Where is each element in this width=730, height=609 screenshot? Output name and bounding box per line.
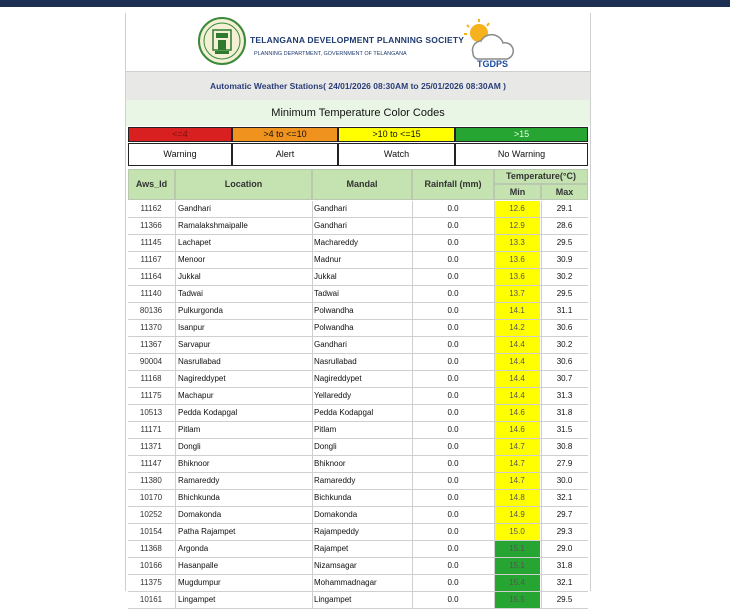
cell-location: Lachapet xyxy=(178,238,211,247)
legend-range-alert: >4 to <=10 xyxy=(232,127,338,142)
header-temperature: Temperature(°C) xyxy=(494,169,588,184)
cell-rainfall: 0.0 xyxy=(447,357,459,366)
column-divider xyxy=(312,201,313,609)
cell-min-temp: 14.6 xyxy=(494,422,540,438)
cell-aws-id: 11366 xyxy=(140,221,162,230)
cell-mandal: Pedda Kodapgal xyxy=(314,408,374,417)
table-row xyxy=(128,218,588,235)
cell-location: Sarvapur xyxy=(178,340,211,349)
cell-rainfall: 0.0 xyxy=(447,527,459,536)
report-sheet xyxy=(125,13,591,604)
cell-mandal: Nagireddypet xyxy=(314,374,362,383)
cell-location: Hasanpalle xyxy=(178,561,219,570)
table-row xyxy=(128,269,588,286)
cell-min-temp: 14.7 xyxy=(494,439,540,455)
cell-location: Pitlam xyxy=(178,425,201,434)
table-row xyxy=(128,235,588,252)
table-row xyxy=(128,337,588,354)
cell-aws-id: 11168 xyxy=(140,374,162,383)
cell-mandal: Domakonda xyxy=(314,510,358,519)
cell-mandal: Gandhari xyxy=(314,204,347,213)
table-row xyxy=(128,490,588,507)
cell-aws-id: 10252 xyxy=(139,510,163,519)
cell-location: Isanpur xyxy=(178,323,205,332)
table-row xyxy=(128,541,588,558)
cell-rainfall: 0.0 xyxy=(447,204,459,213)
cell-max-temp: 30.8 xyxy=(556,442,573,451)
table-row xyxy=(128,405,588,422)
cell-rainfall: 0.0 xyxy=(447,459,459,468)
cell-location: Ramalakshmaipalle xyxy=(178,221,248,230)
cell-min-temp: 13.6 xyxy=(494,269,540,285)
cell-min-temp: 14.9 xyxy=(494,507,540,523)
cell-location: Ramareddy xyxy=(178,476,220,485)
color-codes-title: Minimum Temperature Color Codes xyxy=(126,100,590,126)
cell-rainfall: 0.0 xyxy=(447,595,459,604)
table-row xyxy=(128,252,588,269)
cell-min-temp: 14.7 xyxy=(494,473,540,489)
table-row xyxy=(128,558,588,575)
cell-mandal: Lingampet xyxy=(314,595,352,604)
cell-rainfall: 0.0 xyxy=(447,391,459,400)
cell-max-temp: 29.5 xyxy=(556,595,573,604)
cell-mandal: Rajampet xyxy=(314,544,349,553)
table-row xyxy=(128,575,588,592)
cell-max-temp: 29.5 xyxy=(556,238,573,247)
cell-mandal: Jukkal xyxy=(314,272,337,281)
table-row xyxy=(128,439,588,456)
cell-rainfall: 0.0 xyxy=(447,578,459,587)
cell-min-temp: 13.6 xyxy=(494,252,540,268)
cell-aws-id: 11371 xyxy=(140,442,162,451)
cell-aws-id: 10154 xyxy=(139,527,163,536)
cell-rainfall: 0.0 xyxy=(447,221,459,230)
cell-aws-id: 11147 xyxy=(140,459,162,468)
cell-aws-id: 11145 xyxy=(140,238,162,247)
cell-aws-id: 11171 xyxy=(140,425,162,434)
cell-rainfall: 0.0 xyxy=(447,493,459,502)
table-header xyxy=(128,169,588,200)
cell-rainfall: 0.0 xyxy=(447,374,459,383)
cell-location: Pulkurgonda xyxy=(178,306,223,315)
column-divider xyxy=(412,201,413,609)
cell-mandal: Pitlam xyxy=(314,425,337,434)
cell-mandal: Gandhari xyxy=(314,340,347,349)
column-divider xyxy=(541,201,542,609)
table-row xyxy=(128,507,588,524)
cell-max-temp: 30.7 xyxy=(556,374,573,383)
cell-rainfall: 0.0 xyxy=(447,442,459,451)
cell-min-temp: 15.4 xyxy=(494,575,540,591)
cell-rainfall: 0.0 xyxy=(447,476,459,485)
cell-aws-id: 10513 xyxy=(139,408,163,417)
legend-range-warning: <=4 xyxy=(128,127,232,142)
cell-aws-id: 90004 xyxy=(139,357,163,366)
cell-mandal: Rajampeddy xyxy=(314,527,359,536)
legend-label-no-warning: No Warning xyxy=(455,143,588,166)
cell-mandal: Polwandha xyxy=(314,323,354,332)
stations-period-bar: Automatic Weather Stations( 24/01/2026 08:30AM to 25/01/2026 08:30AM ) xyxy=(126,71,590,101)
cell-min-temp: 15.1 xyxy=(494,541,540,557)
cell-location: Gandhari xyxy=(178,204,211,213)
cell-location: Tadwai xyxy=(178,289,203,298)
header-location: Location xyxy=(175,169,312,200)
cell-max-temp: 29.0 xyxy=(556,544,573,553)
cell-aws-id: 11370 xyxy=(140,323,162,332)
cell-min-temp: 14.4 xyxy=(494,337,540,353)
cell-max-temp: 29.3 xyxy=(556,527,573,536)
legend-label-watch: Watch xyxy=(338,143,455,166)
header-rainfall: Rainfall (mm) xyxy=(412,169,494,200)
top-bar xyxy=(0,0,730,7)
cell-mandal: Madnur xyxy=(314,255,342,264)
cell-location: Bhichkunda xyxy=(178,493,220,502)
table-row xyxy=(128,371,588,388)
cell-location: Patha Rajampet xyxy=(178,527,236,536)
cell-max-temp: 30.2 xyxy=(556,340,573,349)
cell-max-temp: 31.8 xyxy=(556,561,573,570)
cell-aws-id: 11175 xyxy=(140,391,162,400)
legend-label-alert: Alert xyxy=(232,143,338,166)
cell-rainfall: 0.0 xyxy=(447,408,459,417)
cell-mandal: Mohammadnagar xyxy=(314,578,377,587)
cell-rainfall: 0.0 xyxy=(447,544,459,553)
table-row xyxy=(128,592,588,609)
header-mandal: Mandal xyxy=(312,169,412,200)
header-max: Max xyxy=(541,184,588,200)
cell-rainfall: 0.0 xyxy=(447,289,459,298)
cell-mandal: Bhiknoor xyxy=(314,459,346,468)
cell-min-temp: 14.4 xyxy=(494,354,540,370)
cell-aws-id: 11164 xyxy=(140,272,162,281)
cell-rainfall: 0.0 xyxy=(447,238,459,247)
cell-mandal: Polwandha xyxy=(314,306,354,315)
header-aws-id: Aws_Id xyxy=(128,169,175,200)
tgdps-logo-text: TGDPS xyxy=(477,59,509,69)
cell-min-temp: 14.1 xyxy=(494,303,540,319)
cell-mandal: Gandhari xyxy=(314,221,347,230)
cell-location: Jukkal xyxy=(178,272,201,281)
cell-aws-id: 11375 xyxy=(140,578,162,587)
cell-mandal: Nasrullabad xyxy=(314,357,357,366)
cell-max-temp: 29.1 xyxy=(556,204,573,213)
cell-location: Pedda Kodapgal xyxy=(178,408,238,417)
cell-min-temp: 15.1 xyxy=(494,558,540,574)
cell-rainfall: 0.0 xyxy=(447,561,459,570)
header-min: Min xyxy=(494,184,541,200)
table-row xyxy=(128,320,588,337)
table-row xyxy=(128,456,588,473)
tgdps-weather-logo-icon xyxy=(459,17,521,71)
cell-min-temp: 13.3 xyxy=(494,235,540,251)
cell-rainfall: 0.0 xyxy=(447,340,459,349)
table-row xyxy=(128,473,588,490)
cell-max-temp: 31.3 xyxy=(556,391,573,400)
cell-max-temp: 29.5 xyxy=(556,289,573,298)
cell-max-temp: 30.0 xyxy=(556,476,573,485)
cell-rainfall: 0.0 xyxy=(447,306,459,315)
cell-rainfall: 0.0 xyxy=(447,425,459,434)
cell-min-temp: 14.6 xyxy=(494,405,540,421)
color-code-legend xyxy=(128,127,588,168)
cell-min-temp: 12.9 xyxy=(494,218,540,234)
cell-min-temp: 14.4 xyxy=(494,388,540,404)
cell-min-temp: 13.7 xyxy=(494,286,540,302)
cell-mandal: Bichkunda xyxy=(314,493,352,502)
cell-aws-id: 11162 xyxy=(140,204,162,213)
table-row xyxy=(128,354,588,371)
cell-rainfall: 0.0 xyxy=(447,510,459,519)
cell-max-temp: 28.6 xyxy=(556,221,573,230)
cell-max-temp: 30.6 xyxy=(556,357,573,366)
cell-mandal: Nizamsagar xyxy=(314,561,357,570)
cell-max-temp: 31.5 xyxy=(556,425,573,434)
cell-aws-id: 10166 xyxy=(139,561,163,570)
cell-max-temp: 29.7 xyxy=(556,510,573,519)
legend-label-warning: Warning xyxy=(128,143,232,166)
cell-rainfall: 0.0 xyxy=(447,323,459,332)
cell-location: Dongli xyxy=(178,442,201,451)
cell-mandal: Machareddy xyxy=(314,238,359,247)
table-row xyxy=(128,388,588,405)
temperature-table-body xyxy=(128,201,588,609)
cell-aws-id: 11167 xyxy=(140,255,162,264)
cell-mandal: Dongli xyxy=(314,442,337,451)
cell-location: Lingampet xyxy=(178,595,216,604)
cell-min-temp: 15.5 xyxy=(494,592,540,608)
cell-rainfall: 0.0 xyxy=(447,255,459,264)
column-divider xyxy=(494,201,495,609)
cell-aws-id: 11367 xyxy=(140,340,162,349)
cell-mandal: Ramareddy xyxy=(314,476,356,485)
org-name: TELANGANA DEVELOPMENT PLANNING SOCIETY xyxy=(250,35,465,45)
cell-max-temp: 30.9 xyxy=(556,255,573,264)
table-row xyxy=(128,303,588,320)
cell-max-temp: 27.9 xyxy=(556,459,573,468)
org-department: PLANNING DEPARTMENT, GOVERNMENT OF TELANGANA xyxy=(254,51,407,57)
cell-rainfall: 0.0 xyxy=(447,272,459,281)
cell-location: Mugdumpur xyxy=(178,578,221,587)
legend-range-watch: >10 to <=15 xyxy=(338,127,455,142)
telangana-emblem-icon xyxy=(198,17,246,65)
cell-location: Argonda xyxy=(178,544,209,553)
cell-max-temp: 31.8 xyxy=(556,408,573,417)
cell-aws-id: 10161 xyxy=(139,595,163,604)
cell-max-temp: 31.1 xyxy=(556,306,573,315)
table-row xyxy=(128,286,588,303)
cell-max-temp: 30.2 xyxy=(556,272,573,281)
cell-max-temp: 30.6 xyxy=(556,323,573,332)
cell-min-temp: 14.2 xyxy=(494,320,540,336)
cell-mandal: Yellareddy xyxy=(314,391,352,400)
cell-location: Bhiknoor xyxy=(178,459,210,468)
cell-location: Nagireddypet xyxy=(178,374,226,383)
cell-min-temp: 14.4 xyxy=(494,371,540,387)
cell-aws-id: 11380 xyxy=(140,476,162,485)
report-header xyxy=(126,13,590,71)
cell-location: Menoor xyxy=(178,255,206,264)
cell-location: Machapur xyxy=(178,391,214,400)
cell-min-temp: 12.6 xyxy=(494,201,540,217)
table-row xyxy=(128,422,588,439)
column-divider xyxy=(175,201,176,609)
cell-aws-id: 11140 xyxy=(140,289,162,298)
table-row xyxy=(128,201,588,218)
legend-range-no-warning: >15 xyxy=(455,127,588,142)
cell-max-temp: 32.1 xyxy=(556,578,573,587)
cell-location: Nasrullabad xyxy=(178,357,221,366)
cell-min-temp: 14.8 xyxy=(494,490,540,506)
table-row xyxy=(128,524,588,541)
cell-aws-id: 80136 xyxy=(139,306,163,315)
cell-mandal: Tadwai xyxy=(314,289,339,298)
cell-min-temp: 14.7 xyxy=(494,456,540,472)
cell-aws-id: 11368 xyxy=(140,544,162,553)
cell-max-temp: 32.1 xyxy=(556,493,573,502)
cell-aws-id: 10170 xyxy=(139,493,163,502)
cell-min-temp: 15.0 xyxy=(494,524,540,540)
cell-location: Domakonda xyxy=(178,510,222,519)
